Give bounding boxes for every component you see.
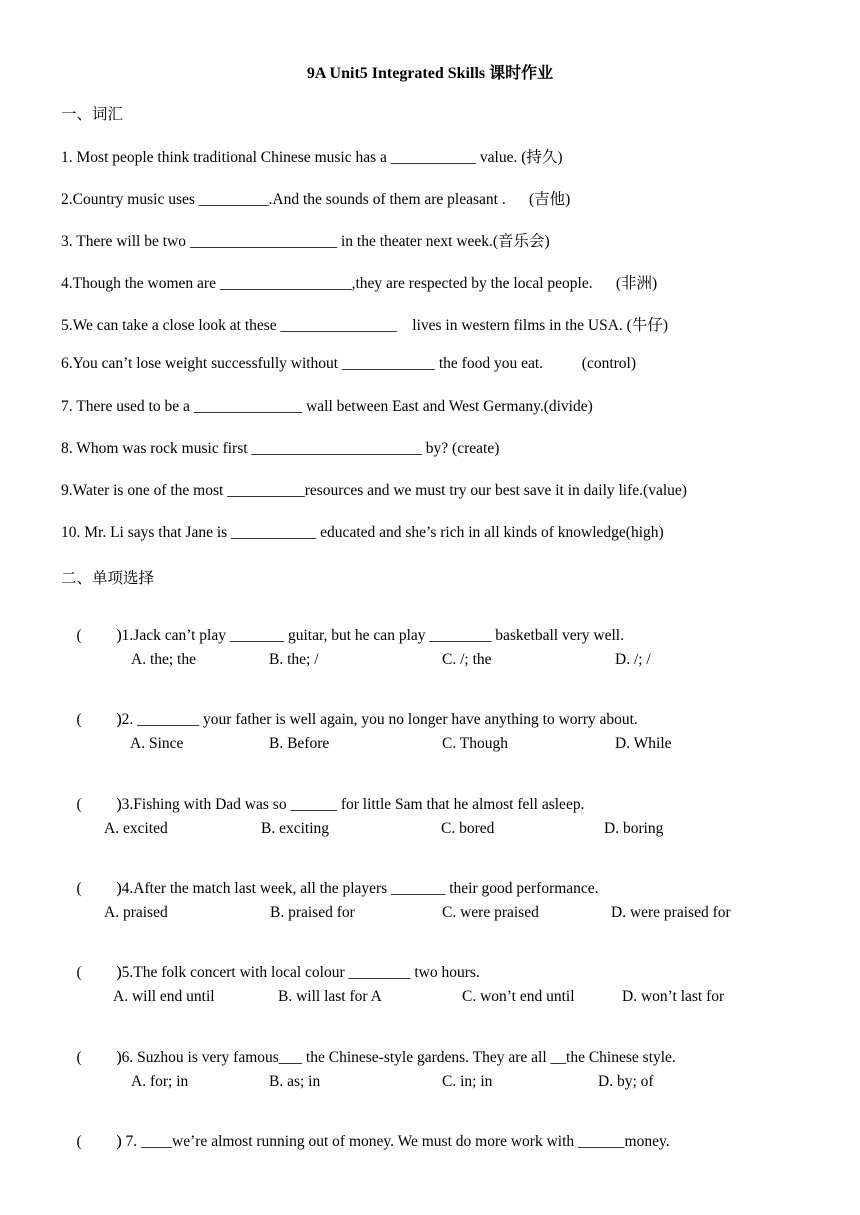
option-a: A. will end until bbox=[113, 988, 215, 1005]
question-stem: )2. ________ your father is well again, you no longer have anything to worry about. bbox=[116, 711, 638, 728]
option-d: D. were praised for bbox=[611, 904, 731, 921]
choice-question-7 bbox=[61, 1115, 670, 1169]
answer-paren: ( ) bbox=[76, 711, 122, 728]
vocab-item-5: 5.We can take a close look at these _______________ lives in western films in the USA. (牛仔) bbox=[61, 317, 669, 334]
option-a: A. excited bbox=[104, 820, 168, 837]
option-d: D. won’t last for bbox=[622, 988, 725, 1005]
vocab-item-3: 3. There will be two ___________________ in the theater next week.(音乐会) bbox=[61, 233, 550, 250]
option-b: B. exciting bbox=[261, 820, 330, 837]
answer-paren: ( ) bbox=[76, 880, 122, 897]
option-a: A. for; in bbox=[131, 1073, 189, 1090]
answer-paren: ( ) bbox=[76, 796, 122, 813]
vocab-item-6: 6.You can’t lose weight successfully without ____________ the food you eat. (control) bbox=[61, 355, 637, 372]
section-choice-heading: 二、单项选择 bbox=[61, 570, 155, 587]
option-d: D. While bbox=[615, 735, 672, 752]
page-title: 9A Unit5 Integrated Skills 课时作业 bbox=[306, 65, 554, 82]
vocab-item-7: 7. There used to be a ______________ wall between East and West Germany.(divide) bbox=[61, 398, 593, 415]
question-stem: )3.Fishing with Dad was so ______ for little Sam that he almost fell asleep. bbox=[116, 796, 585, 813]
question-stem: )5.The folk concert with local colour ________ two hours. bbox=[116, 964, 480, 981]
option-a: A. praised bbox=[104, 904, 168, 921]
option-c: C. in; in bbox=[442, 1073, 493, 1090]
answer-paren: ( ) bbox=[76, 1049, 122, 1066]
option-b: B. praised for bbox=[270, 904, 355, 921]
answer-paren: ( ) bbox=[76, 1133, 122, 1150]
option-b: B. the; / bbox=[269, 651, 319, 668]
option-c: C. Though bbox=[442, 735, 509, 752]
question-stem: )1.Jack can’t play _______ guitar, but he can play ________ basketball very well. bbox=[116, 627, 624, 644]
option-c: C. /; the bbox=[442, 651, 492, 668]
option-b: B. Before bbox=[269, 735, 330, 752]
option-d: D. boring bbox=[604, 820, 664, 837]
vocab-item-4: 4.Though the women are _________________,they are respected by the local people. (非洲) bbox=[61, 275, 658, 292]
option-c: C. won’t end until bbox=[462, 988, 575, 1005]
question-stem: )6. Suzhou is very famous___ the Chinese-style gardens. They are all __the Chinese style. bbox=[116, 1049, 676, 1066]
option-a: A. Since bbox=[130, 735, 184, 752]
question-stem: ) 7. ____we’re almost running out of money. We must do more work with ______money. bbox=[116, 1133, 670, 1150]
vocab-item-8: 8. Whom was rock music first ______________________ by? (create) bbox=[61, 440, 500, 457]
vocab-item-1: 1. Most people think traditional Chinese music has a ___________ value. (持久) bbox=[61, 149, 563, 166]
answer-paren: ( ) bbox=[76, 964, 122, 981]
vocab-item-2: 2.Country music uses _________.And the sounds of them are pleasant . (吉他) bbox=[61, 191, 571, 208]
option-d: D. by; of bbox=[598, 1073, 654, 1090]
vocab-item-10: 10. Mr. Li says that Jane is ___________ educated and she’s rich in all kinds of knowledge(high) bbox=[61, 524, 664, 541]
vocab-item-9: 9.Water is one of the most __________resources and we must try our best save it in daily life.(value) bbox=[61, 482, 687, 499]
question-stem: )4.After the match last week, all the players _______ their good performance. bbox=[116, 880, 599, 897]
option-b: B. as; in bbox=[269, 1073, 321, 1090]
section-vocab-heading: 一、词汇 bbox=[61, 106, 124, 123]
option-c: C. bored bbox=[441, 820, 495, 837]
answer-paren: ( ) bbox=[76, 627, 122, 644]
option-b: B. will last for A bbox=[278, 988, 382, 1005]
option-d: D. /; / bbox=[615, 651, 651, 668]
option-c: C. were praised bbox=[442, 904, 539, 921]
option-a: A. the; the bbox=[131, 651, 196, 668]
